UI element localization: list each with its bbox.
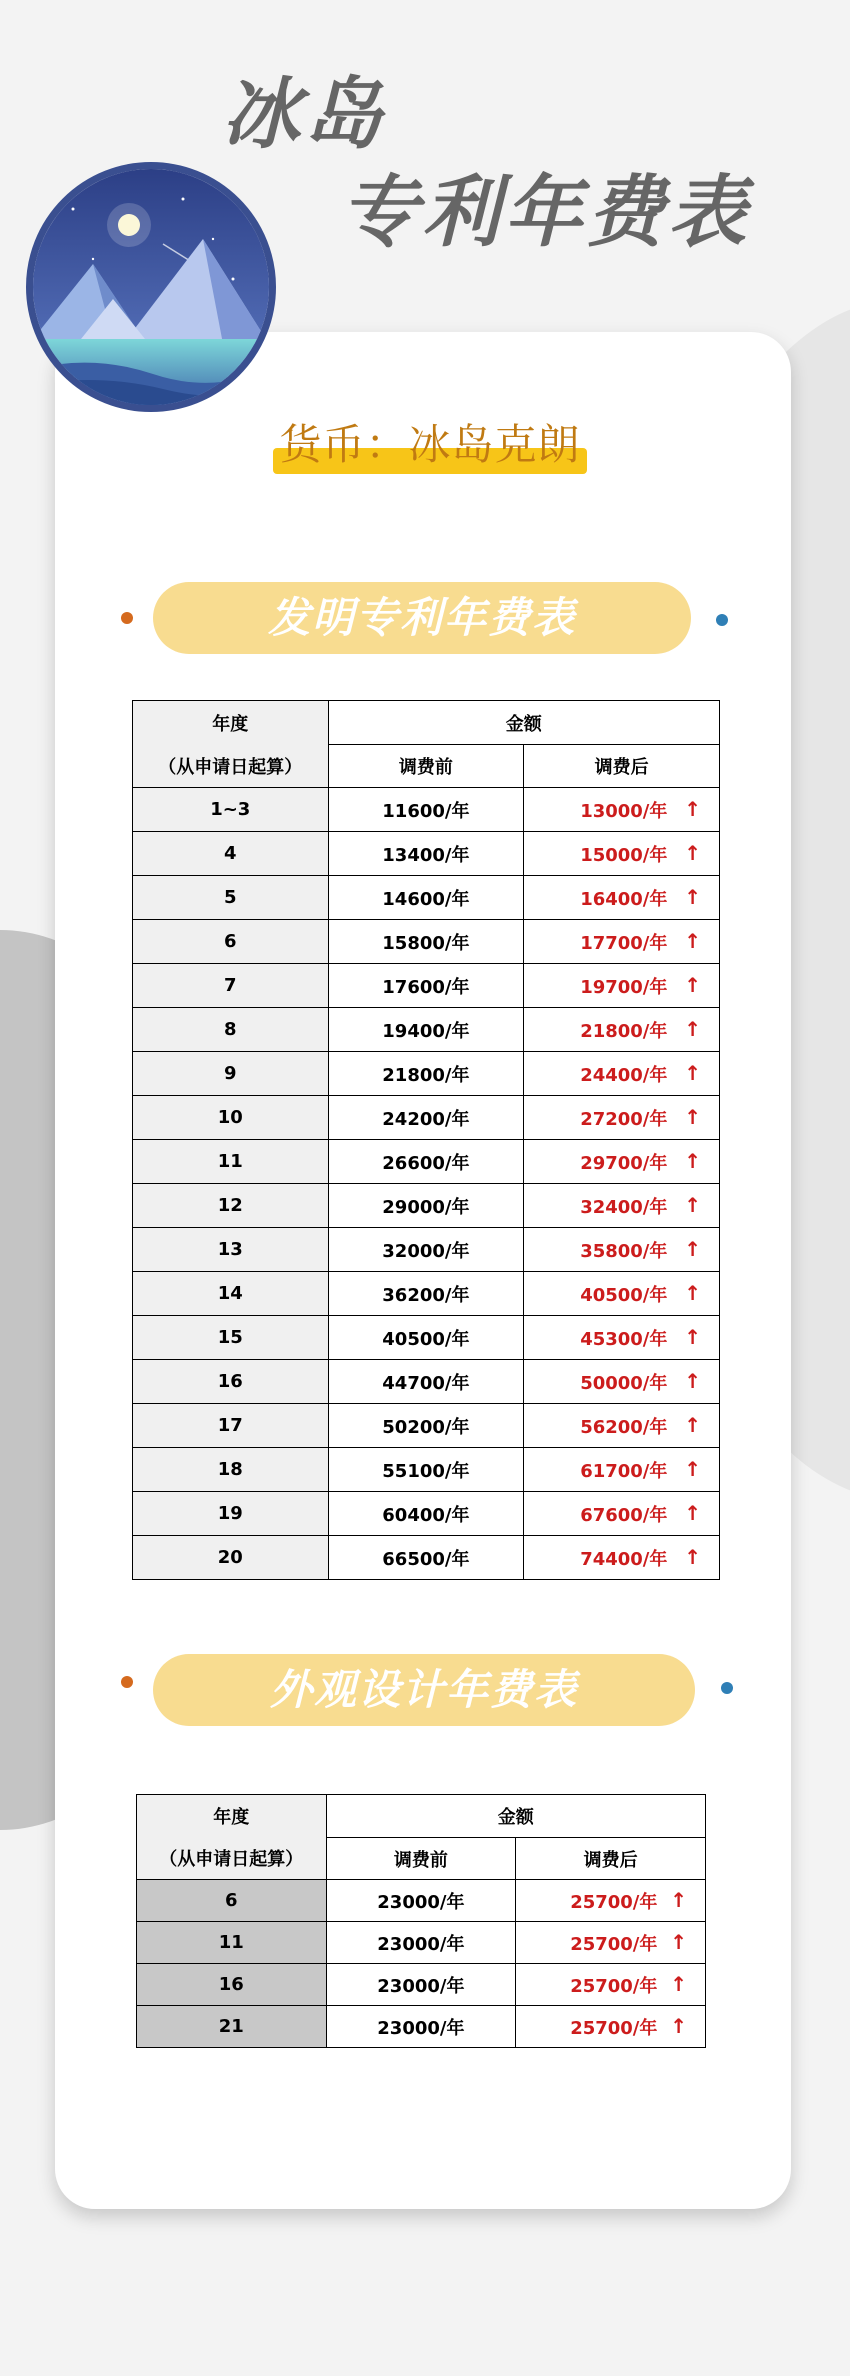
table-row [137,1922,706,1964]
fee-after-value: 29700/年 [580,1152,668,1174]
table-row [133,1536,720,1580]
year-cell: 17 [133,1404,329,1448]
fee-after-value: 56200/年 [580,1416,668,1438]
fee-after-value: 19700/年 [580,976,668,998]
table-row [133,1140,720,1184]
fee-after-value: 25700/年 [570,1933,658,1955]
year-cell: 18 [133,1448,329,1492]
fee-after-cell [516,1922,706,1964]
year-cell: 1~3 [133,788,329,832]
decor-dot-blue [721,1682,733,1694]
fee-after-value: 35800/年 [580,1240,668,1262]
year-cell: 10 [133,1096,329,1140]
fee-after-cell [524,1360,720,1404]
page-title-line1: 冰岛 [222,70,387,160]
after-header: 调费后 [516,1838,706,1880]
fee-after-cell [524,832,720,876]
fee-after-value: 67600/年 [580,1504,668,1526]
fee-before-cell: 60400/年 [328,1492,524,1536]
arrow-up-icon: ↑ [684,840,701,865]
fee-before-cell: 13400/年 [328,832,524,876]
fee-after-value: 61700/年 [580,1460,668,1482]
fee-after-value: 16400/年 [580,888,668,910]
table-row [133,1360,720,1404]
fee-after-cell [524,876,720,920]
table-row [133,1448,720,1492]
fee-before-cell: 44700/年 [328,1360,524,1404]
arrow-up-icon: ↑ [684,1500,701,1525]
year-cell: 6 [133,920,329,964]
year-cell: 19 [133,1492,329,1536]
fee-before-cell: 14600/年 [328,876,524,920]
arrow-up-icon: ↑ [684,1148,701,1173]
year-subheader: （从申请日起算） [133,745,329,788]
fee-after-cell [516,1880,706,1922]
decor-dot-orange [121,1676,133,1688]
arrow-up-icon: ↑ [684,1060,701,1085]
fee-after-cell [524,1096,720,1140]
fee-before-cell: 17600/年 [328,964,524,1008]
fee-after-cell [516,2006,706,2048]
fee-after-value: 40500/年 [580,1284,668,1306]
fee-before-cell: 50200/年 [328,1404,524,1448]
fee-before-cell: 15800/年 [328,920,524,964]
fee-before-cell: 55100/年 [328,1448,524,1492]
table-row [133,1228,720,1272]
fee-after-cell [524,1228,720,1272]
fee-before-cell: 23000/年 [326,1922,516,1964]
table-row [133,832,720,876]
year-header: 年度 [137,1795,327,1838]
invention-fee-table [132,700,720,1580]
year-cell: 9 [133,1052,329,1096]
fee-after-cell [516,1964,706,2006]
fee-before-cell: 32000/年 [328,1228,524,1272]
year-cell: 14 [133,1272,329,1316]
fee-after-value: 25700/年 [570,1891,658,1913]
year-cell: 11 [133,1140,329,1184]
fee-after-value: 50000/年 [580,1372,668,1394]
mountain-moon-illustration [26,162,276,412]
fee-after-cell [524,1536,720,1580]
fee-after-cell [524,1052,720,1096]
table-row [133,788,720,832]
arrow-up-icon: ↑ [670,1929,687,1954]
table-row [133,1404,720,1448]
arrow-up-icon: ↑ [684,928,701,953]
fee-before-cell: 23000/年 [326,2006,516,2048]
fee-before-cell: 66500/年 [328,1536,524,1580]
table-row [133,1096,720,1140]
amount-header: 金额 [326,1795,705,1838]
arrow-up-icon: ↑ [684,1192,701,1217]
fee-after-value: 24400/年 [580,1064,668,1086]
table-row [133,876,720,920]
year-header: 年度 [133,701,329,745]
year-cell: 13 [133,1228,329,1272]
year-cell: 4 [133,832,329,876]
arrow-up-icon: ↑ [684,884,701,909]
fee-after-value: 15000/年 [580,844,668,866]
arrow-up-icon: ↑ [684,1104,701,1129]
fee-after-value: 13000/年 [580,800,668,822]
table-row [137,1880,706,1922]
fee-after-value: 32400/年 [580,1196,668,1218]
fee-before-cell: 36200/年 [328,1272,524,1316]
arrow-up-icon: ↑ [684,972,701,997]
table-row [137,1964,706,2006]
fee-before-cell: 24200/年 [328,1096,524,1140]
year-cell: 7 [133,964,329,1008]
fee-after-value: 25700/年 [570,2017,658,2039]
year-cell: 6 [137,1880,327,1922]
fee-before-cell: 19400/年 [328,1008,524,1052]
fee-before-cell: 29000/年 [328,1184,524,1228]
arrow-up-icon: ↑ [684,1544,701,1569]
arrow-up-icon: ↑ [684,1016,701,1041]
arrow-up-icon: ↑ [684,1412,701,1437]
year-cell: 16 [133,1360,329,1404]
fee-after-cell [524,1316,720,1360]
year-cell: 16 [137,1964,327,2006]
arrow-up-icon: ↑ [670,1887,687,1912]
table-row [133,1184,720,1228]
table-row [133,1052,720,1096]
arrow-up-icon: ↑ [684,796,701,821]
year-cell: 15 [133,1316,329,1360]
year-cell: 20 [133,1536,329,1580]
fee-after-cell [524,1008,720,1052]
before-header: 调费前 [326,1838,516,1880]
table-row [133,1008,720,1052]
currency-label [273,412,587,474]
arrow-up-icon: ↑ [670,1971,687,1996]
fee-before-cell: 21800/年 [328,1052,524,1096]
table-row [133,920,720,964]
fee-after-value: 74400/年 [580,1548,668,1570]
fee-before-cell: 23000/年 [326,1880,516,1922]
fee-after-cell [524,1184,720,1228]
fee-after-cell [524,1448,720,1492]
year-cell: 11 [137,1922,327,1964]
table-row [133,964,720,1008]
year-cell: 21 [137,2006,327,2048]
arrow-up-icon: ↑ [684,1324,701,1349]
fee-after-cell [524,788,720,832]
fee-before-cell: 11600/年 [328,788,524,832]
year-cell: 12 [133,1184,329,1228]
table-row [133,1316,720,1360]
after-header: 调费后 [524,745,720,788]
fee-after-cell [524,920,720,964]
before-header: 调费前 [328,745,524,788]
currency-text: 货币：冰岛克朗 [279,420,581,469]
fee-after-value: 25700/年 [570,1975,658,1997]
table-row [137,2006,706,2048]
fee-before-cell: 23000/年 [326,1964,516,2006]
invention-section-title: 发明专利年费表 [153,582,691,654]
design-fee-table [136,1794,706,2048]
fee-after-value: 27200/年 [580,1108,668,1130]
year-cell: 5 [133,876,329,920]
fee-after-cell [524,964,720,1008]
fee-after-cell [524,1492,720,1536]
arrow-up-icon: ↑ [684,1368,701,1393]
fee-after-cell [524,1272,720,1316]
fee-after-value: 17700/年 [580,932,668,954]
fee-after-cell [524,1404,720,1448]
page-title-line2: 专利年费表 [340,168,751,258]
year-subheader: （从申请日起算） [137,1838,327,1880]
fee-after-cell [524,1140,720,1184]
arrow-up-icon: ↑ [670,2013,687,2038]
decor-dot-blue [716,614,728,626]
table-row [133,1492,720,1536]
amount-header: 金额 [328,701,719,745]
decor-dot-orange [121,612,133,624]
fee-before-cell: 26600/年 [328,1140,524,1184]
table-row [133,1272,720,1316]
fee-before-cell: 40500/年 [328,1316,524,1360]
arrow-up-icon: ↑ [684,1456,701,1481]
fee-after-value: 45300/年 [580,1328,668,1350]
design-section-title: 外观设计年费表 [153,1654,695,1726]
arrow-up-icon: ↑ [684,1236,701,1261]
year-cell: 8 [133,1008,329,1052]
arrow-up-icon: ↑ [684,1280,701,1305]
fee-after-value: 21800/年 [580,1020,668,1042]
